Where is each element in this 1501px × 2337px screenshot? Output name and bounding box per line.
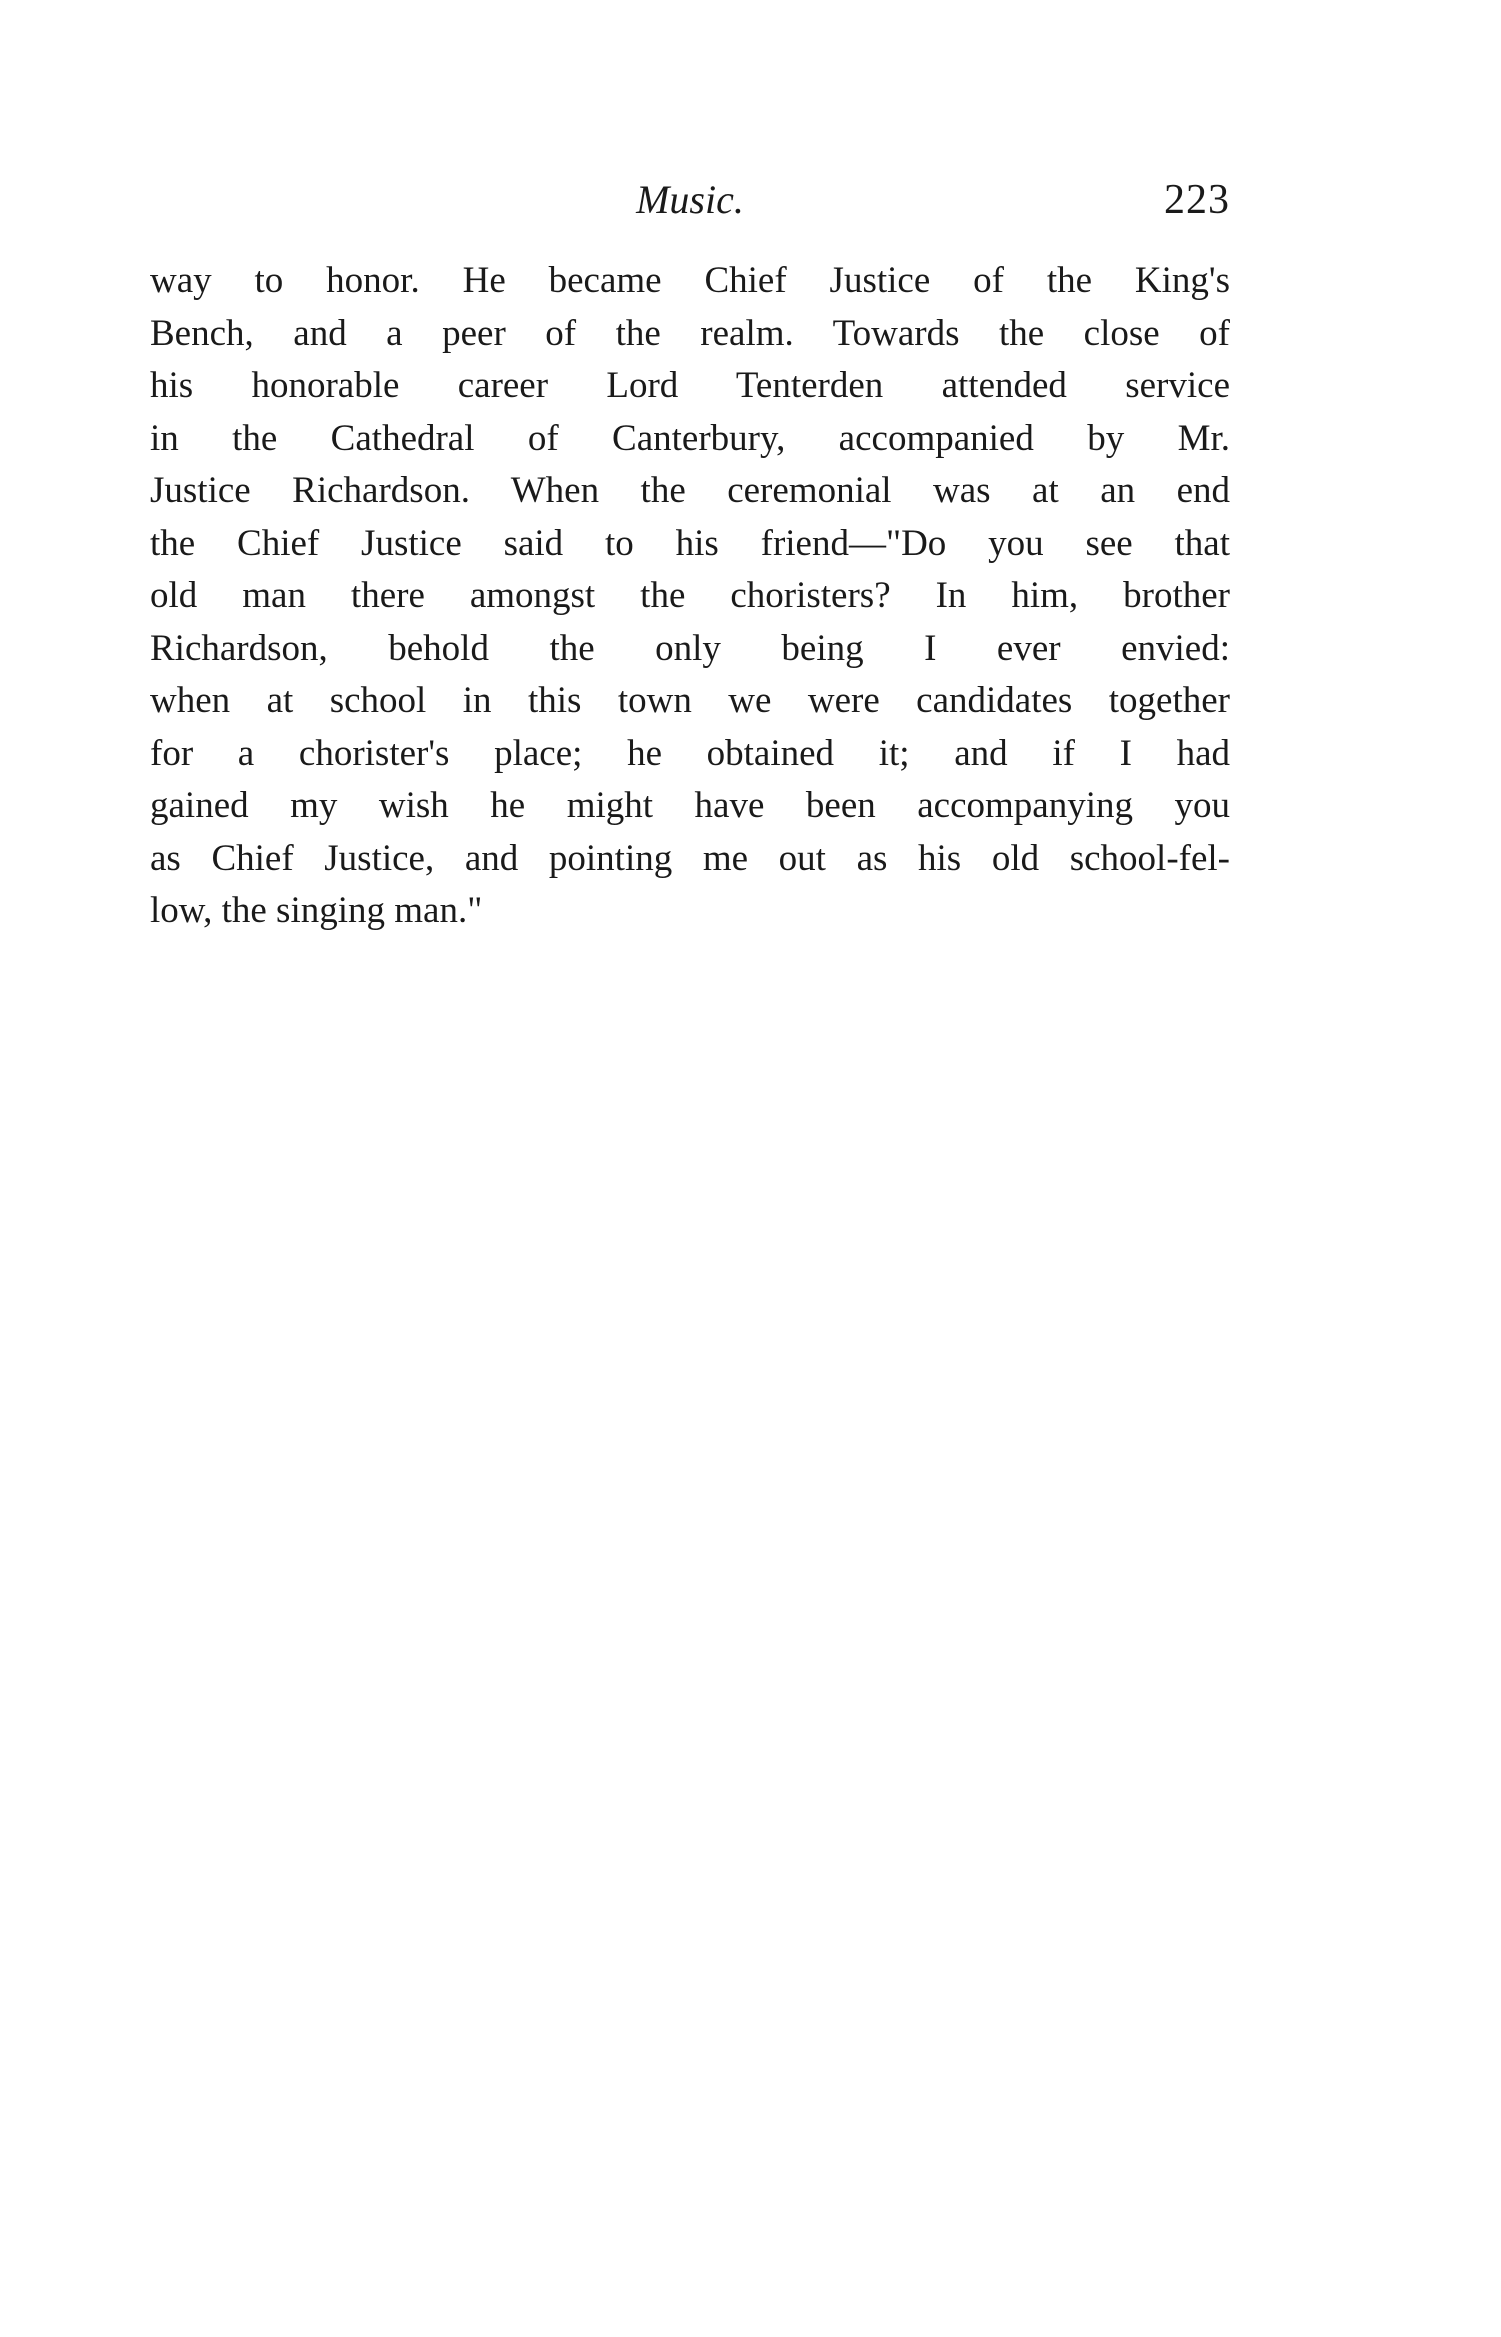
- text-line: way to honor. He became Chief Justice of the King's: [150, 260, 1230, 301]
- body-paragraph: [150, 255, 1230, 938]
- text-line: for a chorister's place; he obtained it; and if I had: [150, 732, 1230, 774]
- text-line: in the Cathedral of Canterbury, accompanied by Mr.: [150, 417, 1230, 459]
- text-line: Justice Richardson. When the ceremonial was at an end: [150, 470, 1230, 511]
- text-line: his honorable career Lord Tenterden attended service: [150, 365, 1230, 406]
- running-title: Music.: [636, 177, 744, 222]
- page-number: 223: [1164, 177, 1230, 223]
- text-line: as Chief Justice, and pointing me out as his old school-fel-: [150, 837, 1230, 879]
- text-line: gained my wish he might have been accompanying you: [150, 785, 1230, 826]
- text-line: Bench, and a peer of the realm. Towards the close of: [150, 312, 1230, 354]
- text-line: when at school in this town we were candidates together: [150, 680, 1230, 721]
- text-line: old man there amongst the choristers? In him, brother: [150, 575, 1230, 616]
- text-line: the Chief Justice said to his friend—"Do you see that: [150, 522, 1230, 564]
- text-line: low, the singing man.": [150, 890, 483, 931]
- text-line: Richardson, behold the only being I ever envied:: [150, 627, 1230, 669]
- running-head: [150, 170, 1230, 230]
